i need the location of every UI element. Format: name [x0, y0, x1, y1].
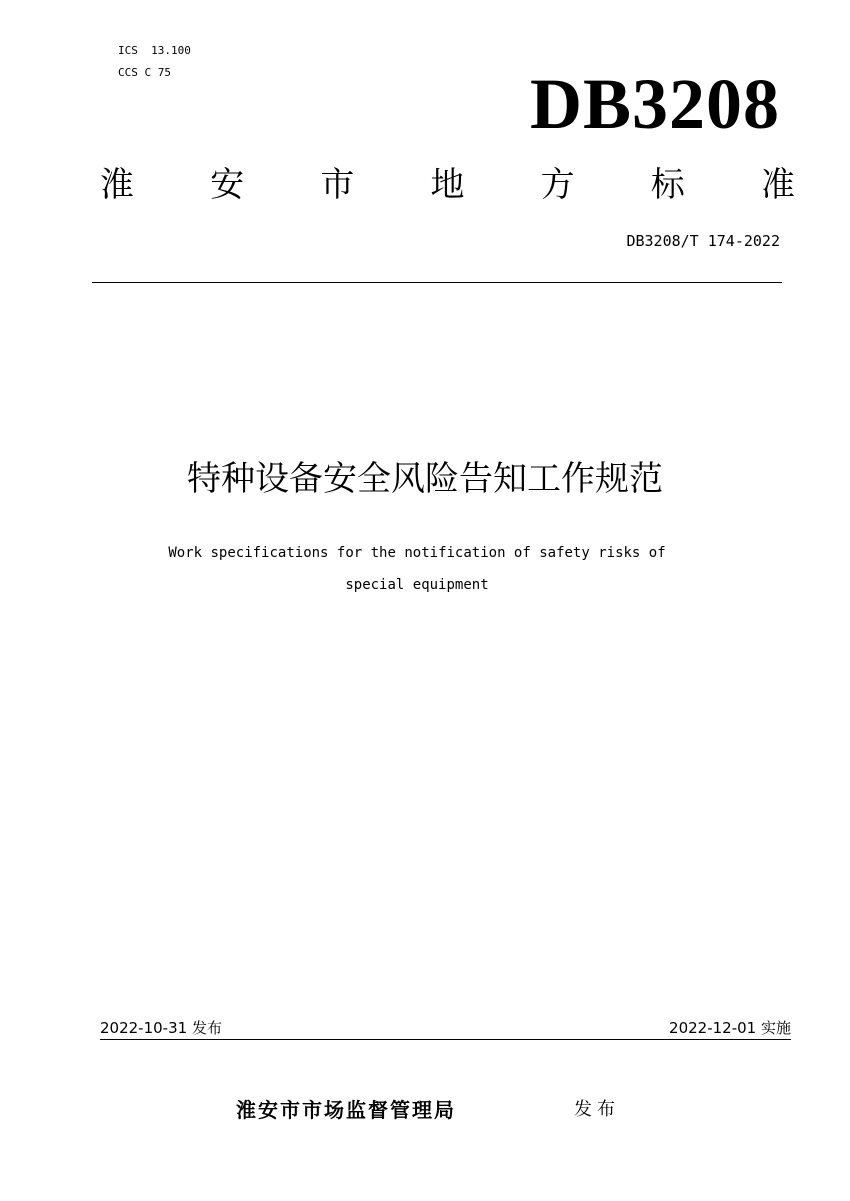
issued-label: 发布 — [574, 1099, 620, 1120]
footer-divider — [100, 1039, 791, 1040]
header-divider — [92, 282, 782, 283]
document-title-english-line1: Work specifications for the notification of safety risks of — [168, 545, 666, 561]
document-title-english-line2: special equipment — [345, 577, 489, 593]
issue-date: 2022-10-31 发布 — [100, 1019, 222, 1037]
standard-number: DB3208/T 174-2022 — [626, 232, 780, 250]
standard-type-char: 淮 — [100, 165, 134, 205]
standard-type-char: 标 — [650, 165, 685, 205]
ics-code: ICS 13.100 — [118, 44, 191, 57]
ccs-code: CCS C 75 — [118, 66, 171, 79]
standard-logo: DB3208 — [529, 64, 780, 144]
standard-type-heading — [100, 162, 795, 208]
standard-type-char: 准 — [760, 165, 795, 205]
standard-type-char: 地 — [430, 165, 465, 205]
standard-type-char: 市 — [320, 165, 355, 205]
effective-date: 2022-12-01 实施 — [669, 1019, 791, 1037]
standard-type-char: 方 — [540, 165, 575, 205]
issuing-authority: 淮安市市场监督管理局 — [236, 1098, 456, 1122]
document-title-chinese: 特种设备安全风险告知工作规范 — [187, 459, 663, 499]
standard-type-char: 安 — [210, 165, 245, 205]
